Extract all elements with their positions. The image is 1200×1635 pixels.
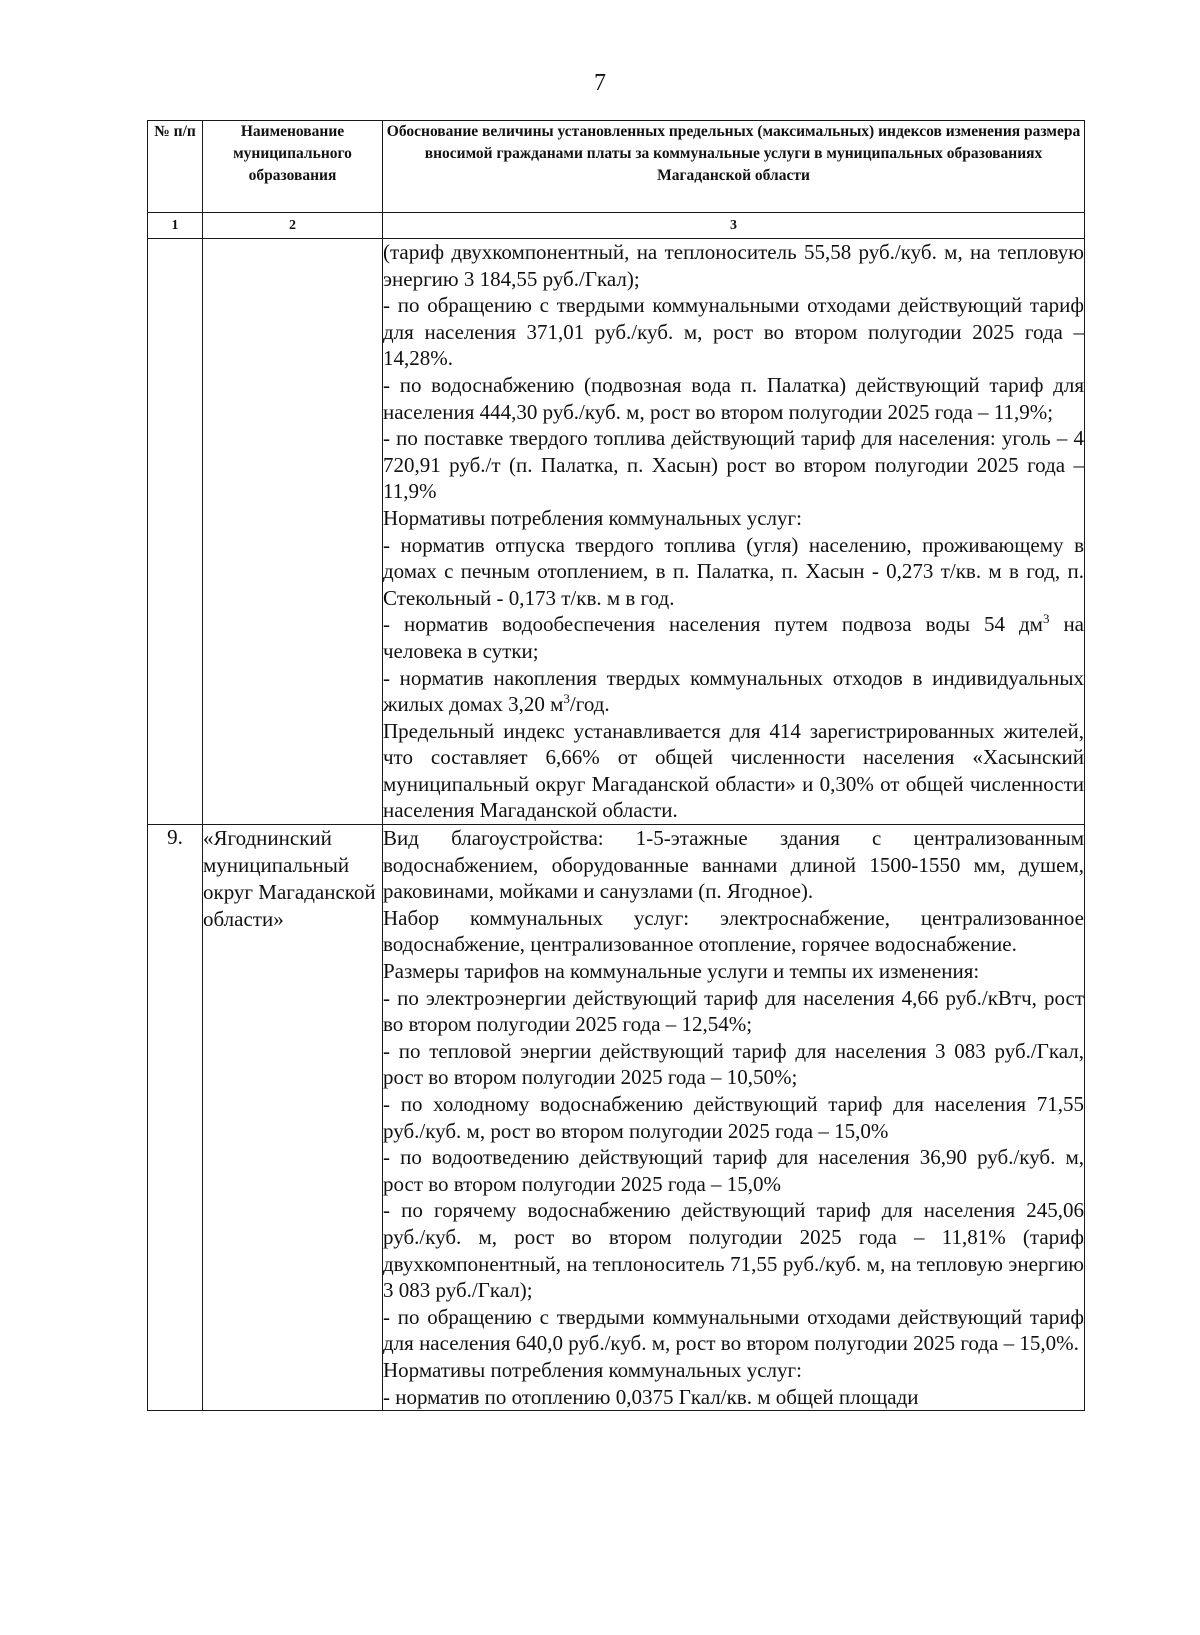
- water-norm-sup: 3: [1042, 611, 1050, 627]
- continuation-justification-cell: [383, 239, 1085, 825]
- continuation-municipality-cell: [203, 239, 383, 825]
- water-norm-tail: на человека в сутки;: [383, 612, 1084, 663]
- continuation-index-cell: [148, 239, 203, 825]
- text-paragraph: - по обращению с твердыми коммунальными отходами действующий тариф для населения 640,0 руб./куб. м, рост во втором полугодии 2025 года – 15,0%.: [383, 1304, 1084, 1356]
- text-paragraph: (тариф двухкомпонентный, на теплоноситель 55,58 руб./куб. м, на тепловую энергию 3 184,55 руб./Гкал);: [383, 240, 1084, 291]
- column-number-row: [148, 213, 1085, 239]
- table-header-row: [148, 121, 1085, 213]
- table-row-continuation: [148, 239, 1085, 825]
- text-paragraph: - по горячему водоснабжению действующий тариф для населения 245,06 руб./куб. м, рост во втором полугодии 2025 года – 11,81% (тариф двухкомпонентный, на теплоноситель 71,55 руб./куб. м, на тепловую энергию 3 083 руб./Гкал);: [383, 1198, 1084, 1303]
- index-paragraph: Предельный индекс устанавливается для 414 зарегистрированных жителей, что составляет 6,66% от общей численности населения «Хасынский муниципальный округ Магаданской области» и 0,30% от общей численности населения Магаданской области.: [383, 718, 1084, 823]
- header-col-index: № п/п: [148, 121, 203, 213]
- waste-norm-paragraph: [383, 665, 1084, 718]
- column-number-1: 1: [148, 213, 203, 239]
- page-number: 7: [594, 70, 606, 96]
- text-paragraph: - по холодному водоснабжению действующий тариф для населения 71,55 руб./куб. м, рост во втором полугодии 2025 года – 15,0%: [383, 1092, 1084, 1143]
- text-paragraph: Набор коммунальных услуг: электроснабжение, централизованное водоснабжение, централизованное отопление, горячее водоснабжение.: [383, 905, 1084, 957]
- text-paragraph: - по водоснабжению (подвозная вода п. Палатка) действующий тариф для населения 444,30 руб./куб. м, рост во втором полугодии 2025 года – 11,9%;: [383, 372, 1084, 424]
- text-paragraph: Размеры тарифов на коммунальные услуги и темпы их изменения:: [383, 959, 980, 984]
- text-paragraph: - по обращению с твердыми коммунальными отходами действующий тариф для населения 371,01 руб./куб. м, рост во втором полугодии 2025 года – 14,28%.: [383, 293, 1084, 371]
- water-norm-text: - норматив водообеспечения населения путем подвоза воды 54 дм: [383, 612, 1043, 637]
- header-col-justification: Обоснование величины установленных предельных (максимальных) индексов изменения размера вносимой гражданами платы за коммунальные услуги в муниципальных образованиях Магаданской области: [383, 121, 1085, 213]
- text-paragraph: - по водоотведению действующий тариф для населения 36,90 руб./куб. м, рост во втором полугодии 2025 года – 15,0%: [383, 1145, 1084, 1196]
- row-index: 9.: [148, 825, 203, 1411]
- text-paragraph: Нормативы потребления коммунальных услуг:: [383, 505, 802, 530]
- waste-norm-sup: 3: [563, 691, 570, 707]
- text-paragraph: - по тепловой энергии действующий тариф для населения 3 083 руб./Гкал, рост во втором полугодии 2025 года – 10,50%;: [383, 1038, 1084, 1090]
- text-paragraph: Нормативы потребления коммунальных услуг:: [383, 1357, 802, 1382]
- row9-justification-cell: [383, 825, 1085, 1411]
- text-paragraph: - норматив отпуска твердого топлива (угля) населению, проживающему в домах с печным отоплением, в п. Палатка, п. Хасын - 0,273 т/кв. м в год, п. Стекольный - 0,173 т/кв. м в год.: [383, 532, 1084, 610]
- column-number-2: 2: [203, 213, 383, 239]
- text-paragraph: - по электроэнергии действующий тариф для населения 4,66 руб./кВтч, рост во втором полугодии 2025 года – 12,54%;: [383, 985, 1084, 1037]
- waste-norm-text: - норматив накопления твердых коммунальных отходов в индивидуальных жилых домах 3,20 м: [383, 665, 1084, 717]
- header-col-municipality: Наименование муниципального образования: [203, 121, 383, 213]
- water-norm-paragraph: [383, 611, 1084, 664]
- municipality-name: «Ягоднинский муниципальный округ Магаданской области»: [203, 825, 383, 1411]
- text-paragraph: - норматив по отоплению 0,0375 Гкал/кв. м общей площади: [383, 1384, 919, 1409]
- text-paragraph: - по поставке твердого топлива действующий тариф для населения: уголь – 4 720,91 руб./т (п. Палатка, п. Хасын) рост во втором полугодии 2025 года – 11,9%: [383, 426, 1084, 504]
- tariff-table: [147, 120, 1085, 1411]
- waste-norm-tail: /год.: [569, 692, 610, 717]
- table-row-9: [148, 825, 1085, 1411]
- column-number-3: 3: [383, 213, 1085, 239]
- text-paragraph: Вид благоустройства: 1-5-этажные здания с централизованным водоснабжением, оборудованные ваннами длиной 1500-1550 мм, душем, раковинами, мойками и санузлами (п. Ягодное).: [383, 826, 1084, 904]
